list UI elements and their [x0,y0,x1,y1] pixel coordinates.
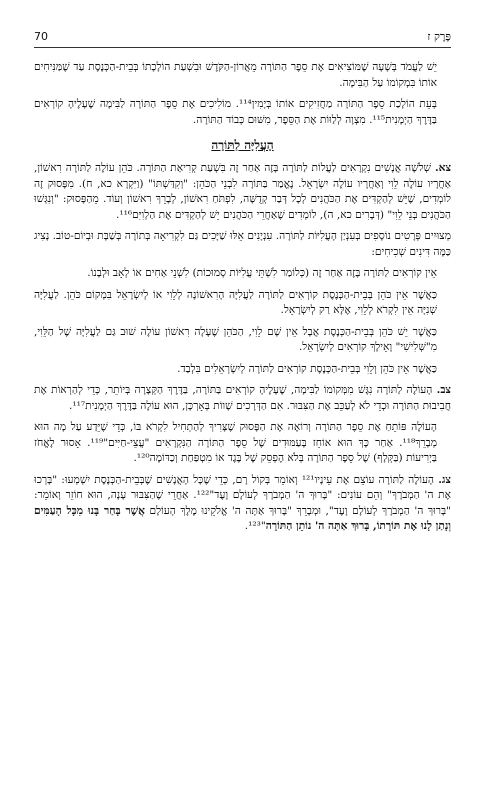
paragraph-text: הָעוֹלֶה לַתּוֹרָה עוֹצֵם אֶת עֵינָיו¹²¹ וְאוֹמֵר בְּקוֹל רָם, כְּדֵי שֶׁכָּל הָאֲנָשִׁים שֶׁבְּבֵית-הַכְּנֶסֶת יִשְׁמְעוּ: "בָּרְכוּ אֶת ה' הַמְבֹרָךְ" וְהֵם עוֹנִים: "בָּרוּךְ ה' הַמְבֹרָךְ לְעוֹלָם וָעֶד"¹²². אַחֲרֵי שֶׁהַצִּבּוּר עָנָה, הוּא חוֹזֵר וְאוֹמֵר: "בָּרוּךְ ה' הַמְבֹרָךְ לְעוֹלָם וָעֶד", וּמְבָרֵךְ "בָּרוּךְ אַתָּה ה' אֱלֹקֵינוּ מֶלֶךְ הָעוֹלָם [34,473,451,517]
paragraph-92 [34,383,451,414]
page-number: 70 [34,30,48,43]
paragraph-opening-scroll: הָעוֹלֶה פּוֹתֵחַ אֶת סֵפֶר הַתּוֹרָה וְרוֹאֶה אֶת הַפָּסוּק שֶׁצָּרִיךְ לְהַתְחִיל לִקְרֹא בּוֹ, כְּדֵי שֶׁיֵּדַע עַל מָה הוּא מְבָרֵךְ¹¹⁸. אַחַר כָּךְ הוּא אוֹחֵז בָּעַמּוּדִים שֶׁל סֵפֶר הַתּוֹרָה הַנִּקְרָאִים "עֲצֵי-חַיִּים"¹¹⁹. אָסוּר לֶאֱחֹז בַּיְרִיעוֹת (בַּקְּלָף) שֶׁל סֵפֶר הַתּוֹרָה בְּלֹא הֶפְסֵק שֶׁל בֶּגֶד אוֹ מִטְפַּחַת וְכַדּוֹמֶה¹²⁰. [34,421,437,464]
paragraph-number: צא. [434,162,451,174]
paragraph-93 [34,473,451,535]
paragraph-only-israel: כַּאֲשֶׁר אֵין כֹּהֵן וְלֵוִי בְּבֵית-הַכְּנֶסֶת קוֹרְאִים לַתּוֹרָה לְיִשְׂרְאֵלִים בִּלְבַד. [177,362,437,375]
paragraph-number: צג. [438,473,451,486]
paragraph-number: צב. [436,384,451,396]
blessing-bold-text: אֲשֶׁר בָּחַר בָּנוּ מִכָּל הָעַמִּים וְנָתַן לָנוּ אֶת תּוֹרָתוֹ, בָּרוּךְ אַתָּה ה' נוֹתֵן הַתּוֹרָה [34,504,451,532]
paragraph-standing: יֵשׁ לַעֲמֹד בְּשָׁעָה שֶׁמּוֹצִיאִים אֶת סֵפֶר הַתּוֹרָה מֵאֲרוֹן-הַקֹּדֶשׁ וּבִשְׁעַת הוֹלָכָתוֹ בְּבֵית-הַכְּנֶסֶת עַד שֶׁמַּנִּיחִים אוֹתוֹ בִּמְקוֹמוֹ עַל הַבִּימָה. [34,61,437,89]
paragraph-text: הָעוֹלֶה לַתּוֹרָה נִגָּשׁ מִמְּקוֹמוֹ לַבִּימָה, שֶׁעָלֶיהָ קוֹרְאִים בַּתּוֹרָה, בַּדֶּרֶךְ הַקְּצָרָה בְּיוֹתֵר, כְּדֵי לְהַרְאוֹת אֶת חֲבִיבוּת הַתּוֹרָה וּכְדֵי לֹא לְעַכֵּב אֶת הַצִּבּוּר. אִם הַדְּרָכִים שָׁווֹת בְּאָרְכָּן, הוּא עוֹלֶה בַּדֶּרֶךְ הַיְמָנִית¹¹⁷. [34,384,451,412]
paragraph-no-levi: כַּאֲשֶׁר יֵשׁ כֹּהֵן בְּבֵית-הַכְּנֶסֶת אֲבָל אֵין שָׁם לֵוִי, הַכֹּהֵן שֶׁעָלָה רִאשׁוֹן עוֹלֶה שׁוּב גַּם לַעֲלִיָּה שֶׁל הַלֵּוִי, מִ"שְּׁלִישִׁי" וָאֵילָךְ קוֹרְאִים לְיִשְׂרָאֵל. [34,325,437,353]
paragraph-carrying-torah: בְּעֵת הוֹלָכַת סֵפֶר הַתּוֹרָה מַחֲזִיקִים אוֹתוֹ בְּיָמִין¹¹⁴. מוֹלִיכִים אֶת סֵפֶר הַתּוֹרָה לַבִּימָה שֶׁעָלֶיהָ קוֹרְאִים בַּדֶּרֶךְ הַיְמָנִית¹¹⁵. מִצְוָה לְלַוּוֹת אֶת הַסֵּפֶר, מִשּׁוּם כְּבוֹד הַתּוֹרָה. [34,98,437,126]
page-header [34,30,451,48]
paragraph-91 [34,161,451,223]
chapter-label: פֶּרֶק ז [427,30,451,43]
paragraph-details: מְצוּיִים פְּרָטִים נוֹסָפִים בְּעִנְיַן הָעֲלִיּוֹת לַתּוֹרָה. עִנְיָנִים אֵלּוּ שַׁיָּכִים גַּם לִקְרִיאָה בְּתוֹרָה בְּשַׁבָּת וּבְיוֹם-טוֹב. נָצִיג כַּמָּה דִּינִים שְׁכִיחִים: [34,230,451,258]
paragraph-brothers: אֵין קוֹרְאִים לַתּוֹרָה בָּזֶה אַחַר זֶה (כְּלוֹמַר לִשְׁתֵּי עֲלִיּוֹת סְמוּכוֹת) לִשְׁנֵי אַחִים אוֹ לְאָב וּלְבָנוֹ. [87,267,437,279]
section-title: הָעֲלִיָּה לַתּוֹרָה [211,138,274,152]
paragraph-text: שְׁלֹשָׁה אֲנָשִׁים נִקְרָאִים לַעֲלוֹת לַתּוֹרָה בָּזֶה אַחַר זֶה בִּשְׁעַת קְרִיאַת הַתּוֹרָה. כֹּהֵן עוֹלֶה לַתּוֹרָה רִאשׁוֹן, אַחֲרָיו עוֹלֶה לֵוִי וְאַחֲרָיו עוֹלֶה יִשְׂרָאֵל. נֶאֱמַר בַּתּוֹרָה לִבְנֵי הַכֹּהֵן: "וְקִדַּשְׁתּוֹ" (וַיִּקְרָא כא, ח). מִפָּסוּק זֶה לוֹמְדִים, שֶׁיֵּשׁ לְהַקְדִּים אֶת הַכֹּהֲנִים לְכָל דְּבַר קְדֻשָּׁה, לִפְתֹּחַ רִאשׁוֹן, לְבָרֵךְ רִאשׁוֹן וְעוֹד. מֵהַפָּסוּק: "וְנִגְּשׁוּ הַכֹּהֲנִים בְּנֵי לֵוִי" (דְּבָרִים כא, ה), לוֹמְדִים שֶׁאַחֲרֵי הַכֹּהֲנִים יֵשׁ לְהַקְדִּים אֶת הַלְוִיִּם¹¹⁶. [34,162,451,221]
paragraph-end: "¹²³. [244,520,266,532]
paragraph-no-kohen: כַּאֲשֶׁר אֵין כֹּהֵן בְּבֵית-הַכְּנֶסֶת קוֹרְאִים לַתּוֹרָה לַעֲלִיָּה הָרִאשׁוֹנָה לְלֵוִי אוֹ לְיִשְׂרָאֵל בִּמְקוֹם כֹּהֵן. לַעֲלִיָּה שְׁנִיָּה אֵין לִקְרֹא לְלֵוִי, אֶלָּא רַק לְיִשְׂרָאֵל. [34,288,437,316]
